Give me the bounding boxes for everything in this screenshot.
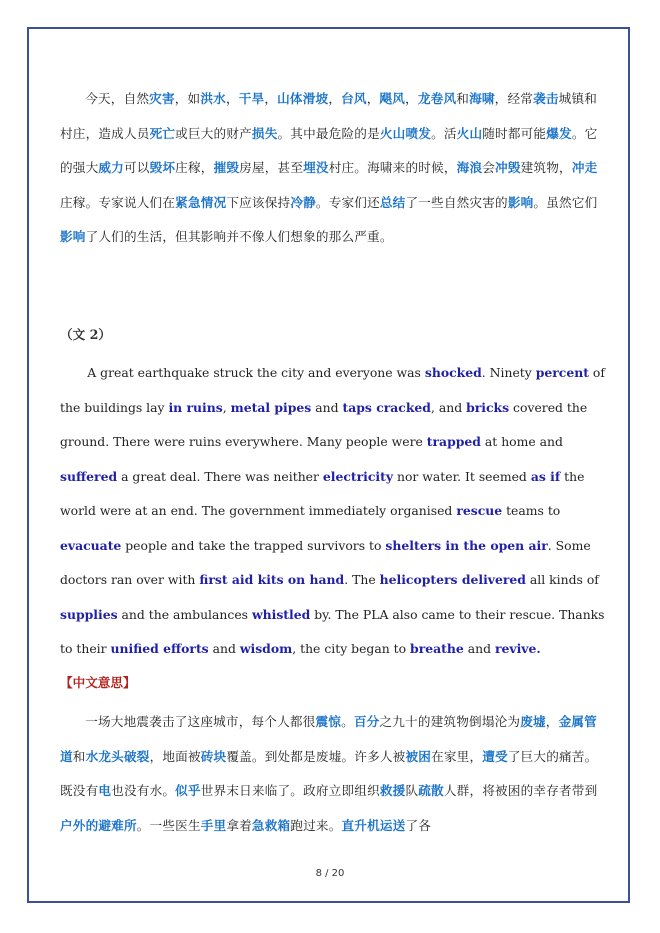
vocab-highlight: electricity xyxy=(322,468,394,484)
vocab-highlight: 山体滑坡 xyxy=(277,91,329,106)
text-run: 今天，自然 xyxy=(85,91,150,106)
vocab-highlight: 影响 xyxy=(60,229,86,244)
text-run: 人群，将被困的幸存者带到 xyxy=(443,783,598,798)
vocab-highlight: 干旱 xyxy=(238,91,265,106)
text-run: 了人们的生活，但其影响并不像人们想象的那么严重。 xyxy=(85,229,393,244)
vocab-highlight: 总结 xyxy=(379,194,406,210)
text-run: and xyxy=(463,641,495,656)
text-run: 。一些医生 xyxy=(136,817,201,833)
vocab-highlight: 损失 xyxy=(251,125,278,141)
vocab-highlight: 救援 xyxy=(379,783,406,798)
vocab-highlight: wisdom xyxy=(239,641,293,656)
vocab-highlight: shelters in the open air xyxy=(385,537,548,553)
vocab-highlight: 灾害 xyxy=(149,91,175,106)
text-run: ，地面被 xyxy=(149,748,201,764)
vocab-highlight: 金属管道 xyxy=(60,714,597,764)
text-run: ，如 xyxy=(174,91,201,106)
vocab-highlight: trapped xyxy=(426,434,481,449)
text-run: 庄稼。专家说人们在 xyxy=(60,194,176,210)
vocab-highlight: 影响 xyxy=(507,194,534,210)
text-run: 之九十的建筑物倒塌沦为 xyxy=(379,714,521,729)
vocab-highlight: as if xyxy=(530,468,561,484)
vocab-highlight: 水龙头破裂 xyxy=(85,748,150,764)
vocab-highlight: 急救箱 xyxy=(251,817,291,833)
vocab-highlight: shocked xyxy=(424,365,482,380)
text-run: , and xyxy=(430,399,467,415)
text-run: ，经常 xyxy=(494,91,534,106)
text-run: 房屋，甚至 xyxy=(239,160,304,175)
vocab-highlight: revive. xyxy=(494,641,541,656)
text-run: 和 xyxy=(456,91,470,106)
text-run: 会 xyxy=(482,160,496,175)
text-run: and xyxy=(311,399,343,415)
section-label-text-2: （文 2） xyxy=(60,327,111,342)
text-run: ， xyxy=(405,91,418,106)
text-run: 了一些自然灾害的 xyxy=(405,194,508,210)
vocab-highlight: 冲走 xyxy=(571,160,598,175)
text-run: and xyxy=(208,641,240,656)
chinese-passage-1 xyxy=(60,82,605,255)
vocab-highlight: 紧急情况 xyxy=(175,194,227,210)
text-run: 村庄。海啸来的时候， xyxy=(328,160,457,175)
vocab-highlight: 砖块 xyxy=(200,748,227,764)
text-run: 可以 xyxy=(123,160,150,175)
vocab-highlight: 遭受 xyxy=(482,748,508,764)
text-run: 。 xyxy=(341,714,354,729)
text-run: 队 xyxy=(405,783,419,798)
text-run: 或巨大的财产 xyxy=(175,125,252,141)
text-run: 下应该保持 xyxy=(226,194,291,210)
vocab-highlight: rescue xyxy=(456,503,503,518)
text-run: ， xyxy=(545,714,559,729)
vocab-highlight: 死亡 xyxy=(149,125,176,141)
vocab-highlight: 百分 xyxy=(353,714,380,729)
vocab-highlight: in ruins xyxy=(168,399,223,415)
text-run: 庄稼， xyxy=(175,160,214,175)
vocab-highlight: 摧毁 xyxy=(213,160,240,175)
chinese-translation xyxy=(60,705,605,843)
vocab-highlight: 似乎 xyxy=(175,783,201,798)
vocab-highlight: supplies xyxy=(60,606,118,622)
text-run: , the city began to xyxy=(292,641,411,656)
vocab-highlight: 废墟 xyxy=(520,714,546,729)
vocab-highlight: 威力 xyxy=(98,160,124,175)
text-run: 。专家们还 xyxy=(315,194,380,210)
text-run: the world were at an end. The government immediately organised xyxy=(60,468,585,518)
vocab-highlight: percent xyxy=(535,365,589,380)
text-run: 了巨大的痛苦。既没有 xyxy=(60,748,598,798)
vocab-highlight: 直升机运送 xyxy=(341,817,406,833)
text-run: ， xyxy=(264,91,278,106)
text-run: a great deal. There was neither xyxy=(117,468,323,484)
text-run: 世界末日来临了。政府立即组织 xyxy=(200,783,380,798)
vocab-highlight: 疏散 xyxy=(418,783,444,798)
text-run: at home and xyxy=(480,434,563,449)
text-run: 跑过来。 xyxy=(290,817,342,833)
text-run: ， xyxy=(328,91,342,106)
vocab-highlight: 台风 xyxy=(341,91,367,106)
text-run: covered the ground. There were ruins everywhere. Many people were xyxy=(60,399,588,449)
vocab-highlight: 海浪 xyxy=(456,160,483,175)
vocab-highlight: 电 xyxy=(98,783,112,798)
vocab-highlight: bricks xyxy=(466,399,510,415)
text-run: people and take the trapped survivors to xyxy=(121,537,386,553)
english-passage xyxy=(60,356,605,667)
text-run: , xyxy=(222,399,231,415)
vocab-highlight: 冷静 xyxy=(290,194,316,210)
text-run: 也没有水。 xyxy=(111,783,176,798)
vocab-highlight: first aid kits on hand xyxy=(199,572,345,587)
text-run: by. The PLA also came to their rescue. Thanks to their xyxy=(60,606,605,656)
vocab-highlight: 洪水 xyxy=(200,91,226,106)
text-run: . The xyxy=(344,572,380,587)
text-run: teams to xyxy=(502,503,561,518)
text-run: ， xyxy=(225,91,239,106)
vocab-highlight: 飓风 xyxy=(379,91,406,106)
text-run: ， xyxy=(366,91,380,106)
text-run: . Some doctors ran over with xyxy=(60,537,591,587)
text-run: 建筑物， xyxy=(520,160,572,175)
vocab-highlight: 手里 xyxy=(200,817,227,833)
text-run: A great earthquake struck the city and everyone was xyxy=(87,365,425,380)
text-run: . Ninety xyxy=(481,365,536,380)
vocab-highlight: 毁坏 xyxy=(149,160,176,175)
vocab-highlight: 被困 xyxy=(405,748,432,764)
text-run: 。它的强大 xyxy=(60,125,598,175)
vocab-highlight: helicopters delivered xyxy=(379,572,526,587)
vocab-highlight: 爆发 xyxy=(546,125,572,141)
vocab-highlight: unified efforts xyxy=(110,641,209,656)
vocab-highlight: 龙卷风 xyxy=(417,91,457,106)
page-number: 8 / 20 xyxy=(315,868,345,879)
vocab-highlight: 海啸 xyxy=(469,91,495,106)
text-run: and the ambulances xyxy=(117,606,252,622)
vocab-highlight: 袭击 xyxy=(533,91,559,106)
text-run: 。活 xyxy=(431,125,457,141)
text-run: 在家里， xyxy=(431,748,483,764)
text-run: of the buildings lay xyxy=(60,365,605,415)
vocab-highlight: suffered xyxy=(60,468,118,484)
text-run: 和 xyxy=(72,748,86,764)
vocab-highlight: 埋没 xyxy=(303,160,329,175)
vocab-highlight: 火山 xyxy=(456,125,483,141)
text-run: 拿着 xyxy=(226,817,252,833)
section-label-chinese-meaning: 【中文意思】 xyxy=(60,675,136,690)
vocab-highlight: 冲毁 xyxy=(495,160,521,175)
text-run: 城镇和村庄，造成人员 xyxy=(60,91,598,141)
vocab-highlight: evacuate xyxy=(60,537,122,553)
vocab-highlight: 火山喷发 xyxy=(379,125,432,141)
vocab-highlight: 震惊 xyxy=(315,714,342,729)
text-run: 。其中最危险的是 xyxy=(277,125,380,141)
text-run: 一场大地震袭击了这座城市，每个人都很 xyxy=(85,714,316,729)
text-run: 了各 xyxy=(405,817,432,833)
text-run: nor water. It seemed xyxy=(393,468,531,484)
vocab-highlight: whistled xyxy=(251,606,311,622)
vocab-highlight: breathe xyxy=(410,641,464,656)
text-run: 覆盖。到处都是废墟。许多人被 xyxy=(226,748,406,764)
vocab-highlight: metal pipes xyxy=(230,399,312,415)
text-run: 随时都可能 xyxy=(482,125,547,141)
text-run: all kinds of xyxy=(525,572,599,587)
vocab-highlight: taps cracked xyxy=(342,399,431,415)
text-run: 。虽然它们 xyxy=(533,194,598,210)
vocab-highlight: 户外的避难所 xyxy=(60,817,137,833)
